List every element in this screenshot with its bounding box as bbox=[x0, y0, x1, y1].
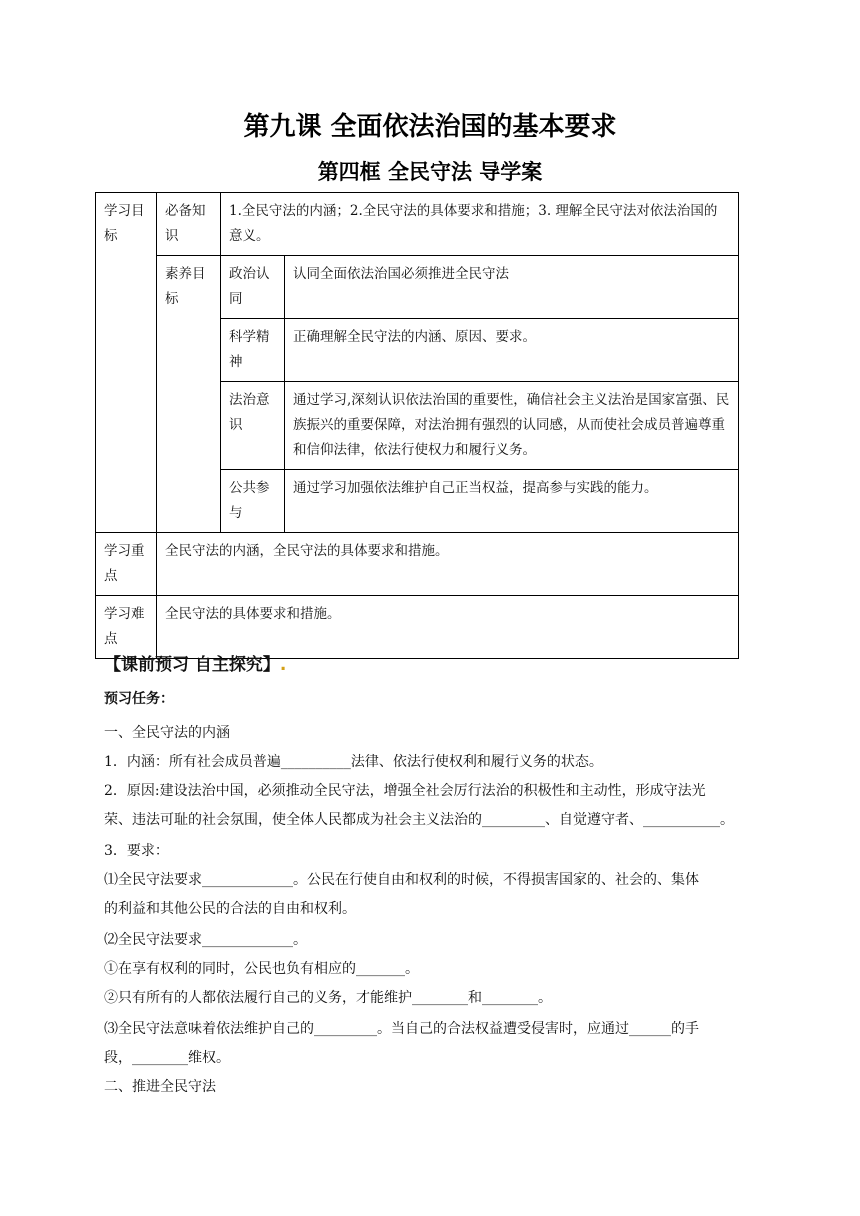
header-dot: . bbox=[279, 655, 287, 675]
literacy-label: 素养目标 bbox=[157, 256, 221, 533]
text-line: 一、全民守法的内涵 bbox=[104, 725, 230, 741]
text-line: ⑶全民守法意味着依法维护自己的_________。当自己的合法权益遭受侵害时，应通过______的手 bbox=[104, 1021, 699, 1037]
literacy-value: 通过学习,深刻认识依法治国的重要性，确信社会主义法治是国家富强、民族振兴的重要保障，对法治拥有强烈的认同感，从而使社会成员普遍尊重和信仰法律，依法行使权力和履行义务。 bbox=[285, 382, 739, 470]
text-line: ⑵全民守法要求_____________。 bbox=[104, 932, 307, 948]
text-line: 2．原因:建设法治中国，必须推动全民守法，增强全社会厉行法治的积极性和主动性，形成守法光 bbox=[104, 783, 706, 799]
literacy-key: 法治意识 bbox=[221, 382, 285, 470]
preview-section-header bbox=[104, 650, 286, 675]
difficulty-value: 全民守法的具体要求和措施。 bbox=[157, 596, 739, 659]
text-line: 二、推进全民守法 bbox=[104, 1079, 216, 1095]
text-line: 段，________维权。 bbox=[104, 1050, 230, 1066]
knowledge-label: 必备知识 bbox=[157, 193, 221, 256]
difficulty-label: 学习难点 bbox=[96, 596, 157, 659]
text-line: 的利益和其他公民的合法的自由和权利。 bbox=[104, 901, 356, 917]
text-line: ②只有所有的人都依法履行自己的义务，才能维护________和________。 bbox=[104, 990, 552, 1006]
text-line: ①在享有权利的同时，公民也负有相应的_______。 bbox=[104, 961, 419, 977]
preview-header-text: 【课前预习 自主探究】 bbox=[104, 655, 280, 675]
text-line: 荣、违法可耻的社会氛围，使全体人民都成为社会主义法治的_________、自觉遵守者、___________。 bbox=[104, 812, 734, 828]
literacy-value: 认同全面依法治国必须推进全民守法 bbox=[285, 256, 739, 319]
preview-task-label: 预习任务： bbox=[104, 691, 174, 707]
literacy-key: 公共参与 bbox=[221, 470, 285, 533]
lesson-title: 第九课 全面依法治国的基本要求 bbox=[243, 112, 617, 142]
literacy-value: 通过学习加强依法维护自己正当权益，提高参与实践的能力。 bbox=[285, 470, 739, 533]
literacy-key: 政治认同 bbox=[221, 256, 285, 319]
text-line: ⑴全民守法要求_____________。公民在行使自由和权利的时候，不得损害国家的、社会的、集体 bbox=[104, 872, 699, 888]
lesson-subtitle: 第四框 全民守法 导学案 bbox=[317, 160, 543, 184]
knowledge-value: 1.全民守法的内涵；2.全民守法的具体要求和措施；3. 理解全民守法对依法治国的意义。 bbox=[221, 193, 739, 256]
learning-goals-table bbox=[95, 192, 739, 659]
text-line: 3．要求： bbox=[104, 843, 169, 859]
goals-label: 学习目标 bbox=[96, 193, 157, 533]
key-point-value: 全民守法的内涵，全民守法的具体要求和措施。 bbox=[157, 533, 739, 596]
text-line: 1．内涵：所有社会成员普遍__________法律、依法行使权利和履行义务的状态。 bbox=[104, 754, 603, 770]
literacy-key: 科学精神 bbox=[221, 319, 285, 382]
literacy-value: 正确理解全民守法的内涵、原因、要求。 bbox=[285, 319, 739, 382]
key-point-label: 学习重点 bbox=[96, 533, 157, 596]
